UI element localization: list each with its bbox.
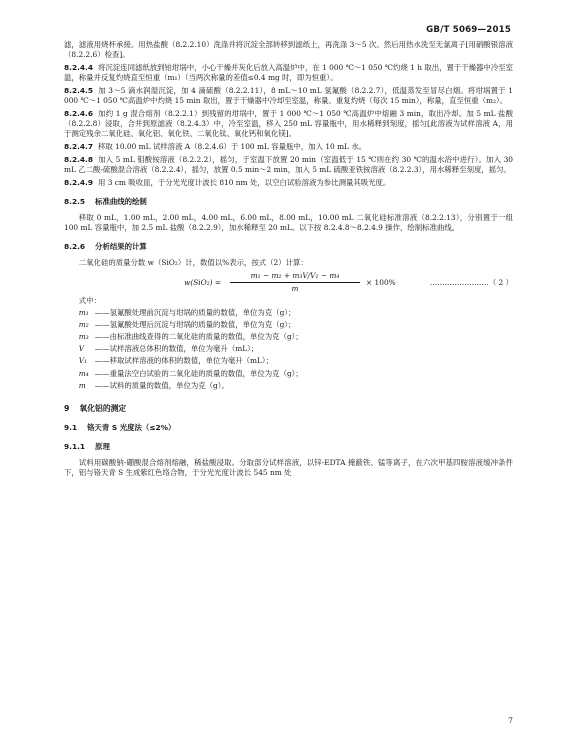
continued-paragraph: 滤，滤液用烧杯承接。用热盐酸（8.2.2.10）洗涤并将沉淀全部转移到滤纸上，再洗涤 3～5 次。然后用热水洗至无氯离子[用硝酸银溶液（8.2.2.6）检查]。 — [64, 40, 513, 59]
section-heading-8-2-6 — [64, 242, 513, 252]
clause-8-2-4-7 — [64, 142, 513, 152]
clause-text: 用 3 cm 吸收皿，于分光光度计波长 810 nm 处，以空白试验溶液为参比测量其吸光度。 — [98, 177, 391, 187]
formula-lhs: w(SiO₂) = — [184, 277, 222, 287]
where-label: 式中： — [78, 295, 101, 305]
definition-item — [79, 344, 513, 354]
page-number: 7 — [508, 716, 513, 725]
definition-item — [79, 308, 513, 318]
symbol: m — [78, 380, 86, 390]
symbol: m₁ — [78, 307, 89, 317]
section-heading-9-1 — [64, 423, 513, 433]
clause-8-2-4-9 — [64, 178, 513, 188]
clause-number: 8.2.4.8 — [64, 154, 93, 164]
standard-number: GB/T 5069—2015 — [426, 25, 511, 35]
section-title: 分析结果的计算 — [95, 241, 147, 251]
symbol: m₂ — [78, 319, 89, 329]
paragraph-standard-curve: 移取 0 mL，1.00 mL，2.00 mL，4.00 mL，6.00 mL，8.00 mL，10.00 mL 二氧化硅标准溶液（8.2.2.13），分别置于一组 100 mL 容量瓶中，加 2.5 mL 盐酸（8.2.2.9），加水稀释至 20 mL。以下按 8.2.4.8～8.2.4.9 操作，绘制标准曲线。 — [64, 212, 513, 232]
section-heading-9-1-1 — [64, 442, 513, 452]
equation-number: ……………………（ 2 ） — [429, 277, 513, 287]
section-title: 铬天青 S 光度法（≤2%） — [87, 423, 176, 433]
definition-item — [79, 356, 513, 366]
section-number: 8.2.6 — [64, 241, 86, 251]
section-title: 氧化铝的测定 — [79, 403, 127, 413]
symbol: V₁ — [78, 356, 88, 366]
formula-2 — [64, 271, 513, 293]
clause-text: 加 3～5 滴水润湿沉淀，加 4 滴硫酸（8.2.2.11），8 mL～10 mL 氢氟酸（8.2.2.7），低温蒸发至冒尽白烟。将坩埚置于 1 000 ℃～1 050 ℃高温炉中灼烧 15 min 取出，置于干燥器中冷却至室温，称量。重复灼烧（每次 15 min），称量，直至恒重（m₂）。 — [64, 85, 513, 105]
definition-text: ——移取试样溶液的体积的数值，单位为毫升（mL）； — [94, 356, 273, 366]
definition-item — [79, 369, 513, 379]
clause-number: 8.2.4.5 — [64, 85, 93, 95]
clause-number: 8.2.4.7 — [64, 141, 93, 151]
definition-item — [79, 332, 513, 342]
clause-list — [64, 63, 513, 188]
section-title: 标准曲线的绘制 — [95, 196, 147, 206]
formula-fraction — [230, 271, 360, 294]
clause-8-2-4-5 — [64, 86, 513, 106]
definition-text: ——试料的质量的数值，单位为克（g）。 — [94, 380, 229, 390]
definition-text: ——由标准曲线查得的二氧化硅的质量的数值，单位为克（g）； — [94, 332, 303, 342]
symbol-definitions — [64, 308, 513, 391]
formula-numerator: m₁ − m₂ + m₃V/V₁ − m₄ — [230, 271, 360, 283]
paragraph-calculation: 二氧化硅的质量分数 w（SiO₂）计，数值以%表示，按式（2）计算： — [78, 257, 308, 267]
paragraph-principle: 试料用碳酸钠-硼酸混合熔剂熔融，稀盐酸浸取。分取部分试样溶液，以锌-EDTA 掩蔽铁、锰等离子，在六次甲基四胺溶液缓冲条件下，铝与铬天青 S 生成紫红色络合物，于分光光度计波长 545 nm 处 — [64, 458, 513, 478]
section-heading-8-2-5 — [64, 197, 513, 207]
clause-8-2-4-4 — [64, 63, 513, 83]
clause-8-2-4-8 — [64, 155, 513, 175]
symbol: m₃ — [78, 332, 89, 342]
definition-item — [79, 381, 513, 391]
clause-8-2-4-6 — [64, 109, 513, 139]
clause-text: 加入 5 mL 钼酸铵溶液（8.2.2.2），摇匀，于室温下放置 20 min（室温低于 15 ℃则在约 30 ℃的温水浴中进行）。加入 30 mL 乙二酸-硫酸混合溶液（8.2.2.4），摇匀，放置 0.5 min～2 min，加入 5 mL 硫酸亚铁铵溶液（8.2.2.3），用水稀释至刻度，摇匀。 — [64, 154, 513, 174]
section-heading-9 — [64, 404, 513, 415]
definition-item — [79, 320, 513, 330]
definition-text: ——试样溶液总体积的数值，单位为毫升（mL）； — [94, 344, 259, 354]
clause-text: 将沉淀连同滤纸放到铂坩埚中，小心干燥并灰化后放入高温炉中，在 1 000 ℃～1 050 ℃灼烧 1 h 取出，置于干燥器中冷至室温，称量并反复灼烧直至恒重（m₁）（当两次称量的差值≤0.4 mg 时，即为恒重）。 — [64, 62, 513, 82]
definition-text: ——氢氟酸处理后沉淀与坩埚的质量的数值，单位为克（g）； — [94, 319, 296, 329]
section-number: 9 — [64, 403, 70, 413]
symbol: m₄ — [78, 368, 89, 378]
clause-number: 8.2.4.6 — [64, 108, 93, 118]
clause-number: 8.2.4.9 — [64, 177, 93, 187]
section-number: 8.2.5 — [64, 196, 86, 206]
symbol: V — [78, 344, 85, 354]
formula-denominator: m — [291, 283, 299, 293]
clause-text: 加约 1 g 混合熔剂（8.2.2.1）到残留的坩埚中，置于 1 000 ℃～1 050 ℃高温炉中熔融 3 min，取出冷却。加 5 mL 盐酸（8.2.2.8）浸取，合并到原滤液（8.2.4.3）中，冷至室温，移入 250 mL 容量瓶中，用水稀释到刻度，摇匀[此溶液为试样溶液 A，用于测定残余二氧化硅、氧化铝、氧化铁、二氧化钛、氧化钙和氧化镁]。 — [64, 108, 513, 138]
page-content — [64, 40, 513, 481]
definition-text: ——重量法空白试验的二氧化硅的质量的数值，单位为克（g）； — [94, 368, 303, 378]
section-number: 9.1 — [64, 423, 78, 433]
section-title: 原理 — [95, 442, 110, 452]
section-number: 9.1.1 — [64, 442, 86, 452]
definition-text: ——氢氟酸处理前沉淀与坩埚的质量的数值，单位为克（g）； — [94, 307, 296, 317]
clause-text: 移取 10.00 mL 试样溶液 A（8.2.4.6）于 100 mL 容量瓶中，加入 10 mL 水。 — [98, 141, 367, 151]
formula-rhs: × 100% — [366, 277, 396, 287]
clause-number: 8.2.4.4 — [64, 62, 93, 72]
